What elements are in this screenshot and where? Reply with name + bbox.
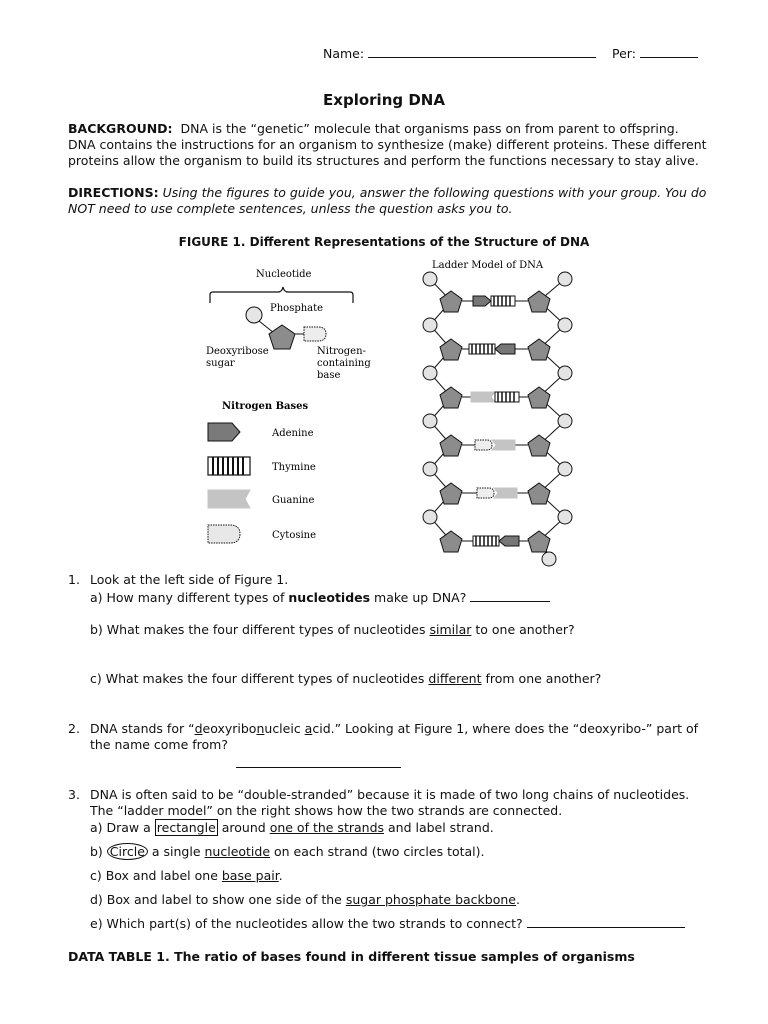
- base-label-2: containing: [317, 358, 371, 369]
- nucleotide-diagram: [200, 255, 380, 555]
- base-thymine: [469, 344, 495, 354]
- base-cytosine: [477, 488, 494, 498]
- sugar-label-2: sugar: [206, 358, 235, 369]
- phosphate-right: [558, 462, 572, 476]
- q2-letter-a: a: [304, 721, 313, 736]
- q3a-mid: around: [217, 820, 270, 835]
- base-guanine: [471, 392, 495, 402]
- cytosine-label: Cytosine: [272, 530, 317, 541]
- q3d: [90, 892, 520, 907]
- phosphate-left: [423, 462, 437, 476]
- q3b: [90, 844, 485, 859]
- phosphate-right: [558, 272, 572, 286]
- base-adenine: [499, 536, 519, 546]
- q1c: [90, 671, 601, 686]
- q3a-suffix: and label strand.: [384, 820, 494, 835]
- sugar-label-1: Deoxyribose: [206, 346, 269, 357]
- base-label-3: base: [317, 370, 341, 381]
- base-adenine: [495, 344, 515, 354]
- nucleotide-bracket: [210, 287, 353, 303]
- phosphate-left: [423, 318, 437, 332]
- ladder-label: Ladder Model of DNA: [432, 260, 544, 271]
- ladder-model-diagram: [415, 255, 585, 575]
- q1-number: 1.: [68, 572, 80, 587]
- phosphate-right: [558, 318, 572, 332]
- adenine-shape: [208, 423, 240, 441]
- q1a-keyword: nucleotides: [288, 590, 371, 605]
- q3d-suffix: .: [515, 892, 520, 907]
- phosphate-left: [423, 366, 437, 380]
- page-title: Exploring DNA: [323, 91, 445, 109]
- q2-text: cid.” Looking at Figure 1, where does the “deoxyribo-” part of: [312, 721, 699, 736]
- background-text: DNA is the “genetic” molecule that organisms pass on from parent to offspring. DNA contains the instructions for an organism to synthesize (make) different proteins. These different proteins allow the organism to build its structures and perform the functions necessary to stay alive.: [68, 121, 707, 168]
- data-table-caption: DATA TABLE 1. The ratio of bases found in different tissue samples of organisms: [68, 949, 635, 964]
- q3a-prefix: a) Draw a: [90, 820, 155, 835]
- q2-text: DNA stands for “: [90, 721, 195, 736]
- q3b-circle-word: Circle: [107, 843, 148, 860]
- phosphate-right: [558, 366, 572, 380]
- q3d-prefix: d) Box and label to show one side of the: [90, 892, 346, 907]
- directions-label: DIRECTIONS:: [68, 185, 159, 200]
- phosphate-circle: [246, 307, 262, 323]
- q1a: [90, 590, 550, 605]
- q3b-prefix: b): [90, 844, 107, 859]
- thymine-stripes: [213, 457, 243, 475]
- sugar-left: [440, 531, 462, 552]
- name-field: [323, 46, 596, 61]
- thymine-label: Thymine: [272, 462, 316, 473]
- q3-number: 3.: [68, 787, 80, 802]
- base-adenine: [473, 296, 491, 306]
- q3c-prefix: c) Box and label one: [90, 868, 222, 883]
- guanine-label: Guanine: [272, 495, 315, 506]
- cytosine-shape: [208, 525, 240, 543]
- q1-text: Look at the left side of Figure 1.: [90, 572, 289, 587]
- per-blank[interactable]: [640, 46, 698, 58]
- base-label-1: Nitrogen-: [317, 346, 366, 357]
- sugar-pentagon: [269, 325, 295, 349]
- base-thymine: [473, 536, 499, 546]
- q2-text: ucleic: [264, 721, 305, 736]
- background-label: BACKGROUND:: [68, 121, 173, 136]
- q1a-suffix: make up DNA?: [370, 590, 467, 605]
- q3-line2: The “ladder model” on the right shows how the two strands are connected.: [90, 803, 563, 818]
- directions-text: Using the figures to guide you, answer the following questions with your group. You do NOT need to use complete sentences, unless the question asks you to.: [68, 185, 707, 216]
- phosphate-bond: [259, 321, 274, 333]
- q3b-keyword: nucleotide: [204, 844, 271, 859]
- nucleotide-label: Nucleotide: [256, 269, 312, 280]
- q1b-suffix: to one another?: [471, 622, 575, 637]
- per-label: Per:: [612, 46, 636, 61]
- q3e-text: e) Which part(s) of the nucleotides allow the two strands to connect?: [90, 916, 523, 931]
- figure-caption: FIGURE 1. Different Representations of the Structure of DNA: [178, 235, 590, 249]
- sugar-left: [440, 387, 462, 408]
- q1b-keyword: similar: [429, 622, 472, 637]
- q2-letter-n: n: [256, 721, 265, 736]
- q1b-prefix: b) What makes the four different types of nucleotides: [90, 622, 430, 637]
- q1a-answer-blank[interactable]: [470, 590, 550, 602]
- q2-answer-blank[interactable]: [236, 756, 401, 768]
- q3d-keyword: sugar phosphate backbone: [345, 892, 516, 907]
- sugar-left: [440, 339, 462, 360]
- phosphate-left: [423, 414, 437, 428]
- phosphate-right: [558, 414, 572, 428]
- q3b-suffix: on each strand (two circles total).: [270, 844, 485, 859]
- q2-number: 2.: [68, 721, 80, 736]
- q1c-suffix: from one another?: [481, 671, 602, 686]
- q3-line1: DNA is often said to be “double-stranded” because it is made of two long chains of nucleotides.: [90, 787, 690, 802]
- period-field: [612, 46, 698, 61]
- name-label: Name:: [323, 46, 365, 61]
- phosphate-left: [423, 272, 437, 286]
- phosphate-right: [558, 510, 572, 524]
- q2-line1: [90, 721, 698, 736]
- q1c-prefix: c) What makes the four different types of nucleotides: [90, 671, 429, 686]
- q3b-mid: a single: [147, 844, 205, 859]
- q1a-prefix: a) How many different types of: [90, 590, 289, 605]
- sugar-left: [440, 435, 462, 456]
- q3a-keyword: one of the strands: [269, 820, 385, 835]
- bases-heading: Nitrogen Bases: [222, 401, 309, 412]
- q3e: [90, 916, 685, 931]
- base-cytosine: [475, 440, 492, 450]
- base-shape: [304, 327, 326, 341]
- q3c-suffix: .: [278, 868, 283, 883]
- q3c: [90, 868, 283, 883]
- q1c-keyword: different: [428, 671, 482, 686]
- q3a-rectangle-word: rectangle: [156, 820, 216, 835]
- directions-paragraph: [68, 185, 708, 217]
- background-paragraph: [68, 121, 708, 169]
- sugar-left: [440, 291, 462, 312]
- phosphate-label: Phosphate: [270, 303, 324, 314]
- guanine-shape: [208, 490, 250, 508]
- name-blank[interactable]: [368, 46, 596, 58]
- base-guanine: [494, 488, 517, 498]
- base-guanine: [492, 440, 515, 450]
- adenine-label: Adenine: [272, 428, 314, 439]
- q3c-keyword: base pair: [221, 868, 279, 883]
- q2-line2: the name come from?: [90, 737, 228, 752]
- q1b: [90, 622, 575, 637]
- q3a: [90, 820, 494, 835]
- phosphate-left: [423, 510, 437, 524]
- sugar-left: [440, 483, 462, 504]
- q2-text: eoxyribo: [202, 721, 257, 736]
- q3e-answer-blank[interactable]: [527, 916, 685, 928]
- phosphate-right: [542, 552, 556, 566]
- q2-letter-d: d: [194, 721, 203, 736]
